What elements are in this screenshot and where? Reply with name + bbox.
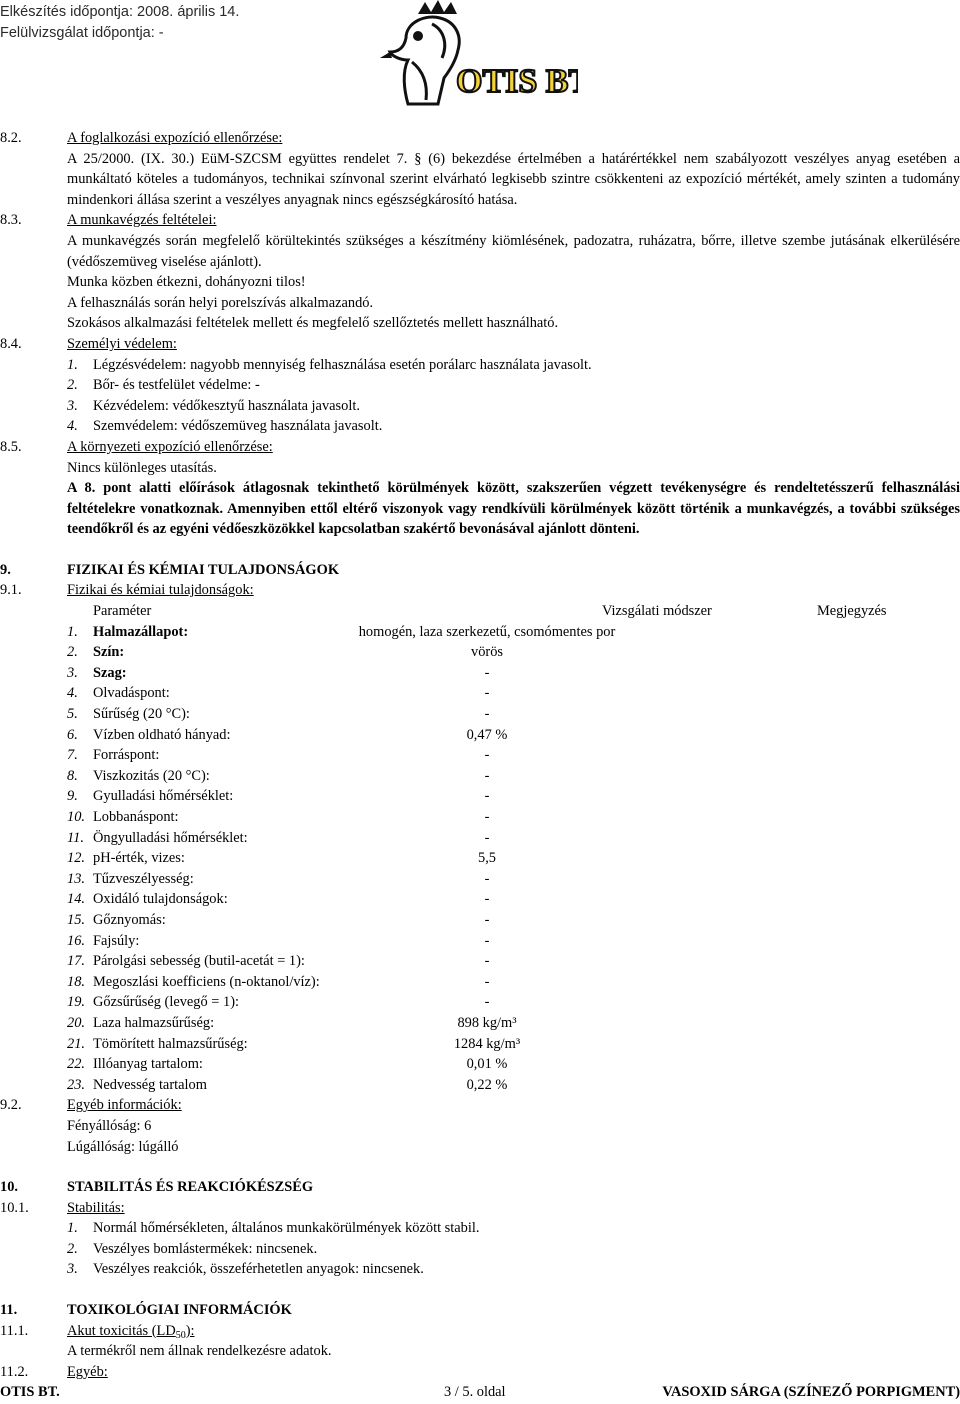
paragraph: Fényállóság: 6: [67, 1117, 152, 1134]
table-row: 6. Vízben oldható hányad: 0,47 %: [67, 726, 508, 743]
section-11-heading: 11. TOXIKOLÓGIAI INFORMÁCIÓK: [0, 1302, 292, 1319]
paragraph: A munkavégzés során megfelelő körültekintés szükséges a készítmény kiömlésének, padozatra, ruházatra, bőrre, illetve szembe jutásának elkerülésére (védőszemüveg viselése ajánlott).: [67, 232, 960, 270]
section-title: Stabilitás:: [67, 1199, 125, 1216]
table-row: 22. Illóanyag tartalom: 0,01 %: [67, 1056, 508, 1073]
section-title: A környezeti expozíció ellenőrzése:: [67, 438, 273, 455]
section-title: A foglalkozási expozíció ellenőrzése:: [67, 130, 283, 146]
table-row: 8. Viszkozitás (20 °C): -: [67, 767, 490, 784]
section-10-1: 10.1. Stabilitás: 1. Normál hőmérsékleten, általános munkakörülmények között stabil. 2. Veszélyes bomlástermékek: nincsenek. 3. Veszélyes reakciók, összeférhetetlen anyagok: nincsenek.: [0, 1198, 960, 1280]
section-8-4: 8.4. Személyi védelem: 1. Légzésvédelem: nagyobb mennyiség felhasználása esetén porálarc használata javasolt. 2. Bőr- és testfelület védelme: - 3. Kézvédelem: védőkesztyű használata javasolt. 4. Szemvédelem: védőszemüveg használata javasolt.: [0, 334, 960, 437]
list-item: 1. Normál hőmérsékleten, általános munkakörülmények között stabil.: [67, 1220, 480, 1237]
paragraph: A termékről nem állnak rendelkezésre adatok.: [67, 1343, 332, 1360]
table-row: 15. Gőznyomás: -: [67, 911, 490, 928]
section-9-1: 9.1. Fizikai és kémiai tulajdonságok:: [0, 580, 960, 601]
table-row: 20. Laza halmazsűrűség: 898 kg/m³: [67, 1014, 517, 1031]
list-item: 3. Kézvédelem: védőkesztyű használata javasolt.: [67, 397, 360, 414]
table-row: 11. Öngyulladási hőmérséklet: -: [67, 829, 490, 846]
table-row: 7. Forráspont: -: [67, 747, 490, 764]
section-10-heading: 10. STABILITÁS ÉS REAKCIÓKÉSZSÉG: [0, 1179, 314, 1196]
table-row: 5. Sűrűség (20 °C): -: [67, 706, 490, 723]
section-title: Akut toxicitás $(LD_{50})$:: [67, 1322, 195, 1341]
company-logo: [378, 0, 578, 110]
table-row: 16. Fajsúly: -: [67, 932, 490, 949]
svg-text:OTIS BT: OTIS BT: [456, 63, 578, 100]
table-row: 14. Oxidáló tulajdonságok: -: [67, 891, 490, 908]
table-row: 3. Szag: -: [67, 664, 490, 681]
table-row: 9. Gyulladási hőmérséklet: -: [67, 788, 490, 805]
footer-company: OTIS BT.: [0, 1384, 60, 1400]
document-body: [0, 128, 960, 1382]
table-row: 23. Nedvesség tartalom 0,22 %: [67, 1076, 508, 1093]
document-header: [0, 2, 239, 44]
table-row: 17. Párolgási sebesség (butil-acetát = 1): -: [67, 953, 490, 970]
table-row: 4. Olvadáspont: -: [67, 685, 490, 702]
section-title: Fizikai és kémiai tulajdonságok:: [67, 582, 254, 599]
footer-product: VASOXID SÁRGA (SZÍNEZŐ PORPIGMENT): [662, 1384, 960, 1400]
table-header: Paraméter Vizsgálati módszer Megjegyzés: [93, 603, 887, 620]
table-row: 19. Gőzsűrűség (levegő = 1): -: [67, 994, 490, 1011]
table-row: 2. Szín: vörös: [67, 644, 503, 661]
section-8-2: 8.2. A foglalkozási expozíció ellenőrzése: A 25/2000. (IX. 30.) EüM-SZCSM együttes rendelet 7. § (6) bekezdése értelmében a határértékkel nem szabályozott veszélyes anyag esetében a munkáltató köteles a tudományos, technikai színvonal szerint elvárható legkisebb szintre csökkenteni az expozíció mértékét, amely szinten a tudomány mindenkori állása szerint a veszélyes anyagnak nincs egészségkárosító hatása.: [0, 128, 960, 210]
section-8-3: 8.3. A munkavégzés feltételei: A munkavégzés során megfelelő körültekintés szükséges a készítmény kiömlésének, padozatra, ruházatra, bőrre, illetve szembe jutásának elkerülésére (védőszemüveg viselése ajánlott). Munka közben étkezni, dohányozni tilos! A felhasználás során helyi porelszívás alkalmazandó. Szokásos alkalmazási feltételek mellett és megfelelő szellőztetés mellett használható.: [0, 210, 960, 334]
page-footer: [0, 1382, 960, 1404]
section-title: Egyéb:: [67, 1363, 108, 1380]
table-row: 1. Halmazállapot: homogén, laza szerkezetű, csomómentes por: [67, 623, 616, 640]
paragraph: Munka közben étkezni, dohányozni tilos!: [67, 274, 306, 291]
section-title: Személyi védelem:: [67, 335, 177, 352]
paragraph: Szokásos alkalmazási feltételek mellett és megfelelő szellőztetés mellett használható.: [67, 315, 559, 332]
bold-paragraph: A 8. pont alatti előírások átlagosnak tekinthető körülmények között, szakszerűen végzett tevékenységre és rendeltetésszerű felhasználási feltételekre vonatkoznak. Amennyiben ettől eltérő viszonyok vagy rendkívüli körülmények között történik a munkavégzés, a további szükséges teendőkről és az egyéni védőeszközökkel kapcsolatban szakértő bevonásával ajánlott dönteni.: [67, 480, 960, 538]
paragraph: Nincs különleges utasítás.: [67, 459, 217, 476]
table-row: 13. Tűzveszélyesség: -: [67, 870, 490, 887]
paragraph: A 25/2000. (IX. 30.) EüM-SZCSM együttes rendelet 7. § (6) bekezdése értelmében a határértékkel nem szabályozott veszélyes anyag esetében a munkáltató köteles a tudományos, technikai színvonal szerint elvárható legkisebb szintre csökkenteni az expozíció mértékét, amely szinten a tudomány mindenkori állása szerint a veszélyes anyagnak nincs egészségkárosító hatása.: [67, 150, 960, 208]
section-9-heading: 9. FIZIKAI ÉS KÉMIAI TULAJDONSÁGOK: [0, 561, 340, 578]
section-11-1: 11.1. Akut toxicitás $(LD_{50})$: A termékről nem állnak rendelkezésre adatok.: [0, 1321, 960, 1362]
section-9-2: 9.2. Egyéb információk: Fényállóság: 6 Lúgállóság: lúgálló: [0, 1095, 960, 1157]
list-item: 4. Szemvédelem: védőszemüveg használata javasolt.: [67, 418, 383, 435]
table-row: 10. Lobbanáspont: -: [67, 809, 490, 825]
reviewed-date: Felülvizsgálat időpontja: -: [0, 25, 164, 41]
section-11-2: 11.2. Egyéb:: [0, 1362, 960, 1383]
created-date: Elkészítés időpontja: 2008. április 14.: [0, 4, 240, 20]
page-number: 3 / 5. oldal: [444, 1384, 506, 1400]
list-item: 3. Veszélyes reakciók, összeférhetetlen anyagok: nincsenek.: [67, 1261, 424, 1278]
list-item: 2. Veszélyes bomlástermékek: nincsenek.: [67, 1240, 318, 1257]
bird-logo-icon: [378, 0, 578, 110]
table-row: 12. pH-érték, vizes: 5,5: [67, 850, 496, 867]
section-8-5: 8.5. A környezeti expozíció ellenőrzése: Nincs különleges utasítás. A 8. pont alatti előírások átlagosnak tekinthető körülmények között, szakszerűen végzett tevékenységre és rendeltetésszerű felhasználási feltételekre vonatkoznak. Amennyiben ettől eltérő viszonyok vagy rendkívüli körülmények között történik a munkavégzés, a további szükséges teendőkről és az egyéni védőeszközökkel kapcsolatban szakértő bevonásával ajánlott dönteni.: [0, 437, 960, 540]
list-item: 1. Légzésvédelem: nagyobb mennyiség felhasználása esetén porálarc használata javasolt.: [67, 356, 592, 373]
paragraph: A felhasználás során helyi porelszívás alkalmazandó.: [67, 294, 374, 311]
paragraph: Lúgállóság: lúgálló: [67, 1138, 179, 1155]
section-title: A munkavégzés feltételei:: [67, 212, 217, 229]
table-row: 21. Tömörített halmazsűrűség: 1284 kg/m³: [67, 1035, 521, 1052]
properties-table: [67, 601, 960, 1095]
table-row: 18. Megoszlási koefficiens (n-oktanol/víz): -: [67, 973, 490, 990]
logo-wordmark: [456, 63, 578, 100]
list-item: 2. Bőr- és testfelület védelme: -: [67, 377, 260, 394]
section-title: Egyéb információk:: [67, 1097, 182, 1114]
